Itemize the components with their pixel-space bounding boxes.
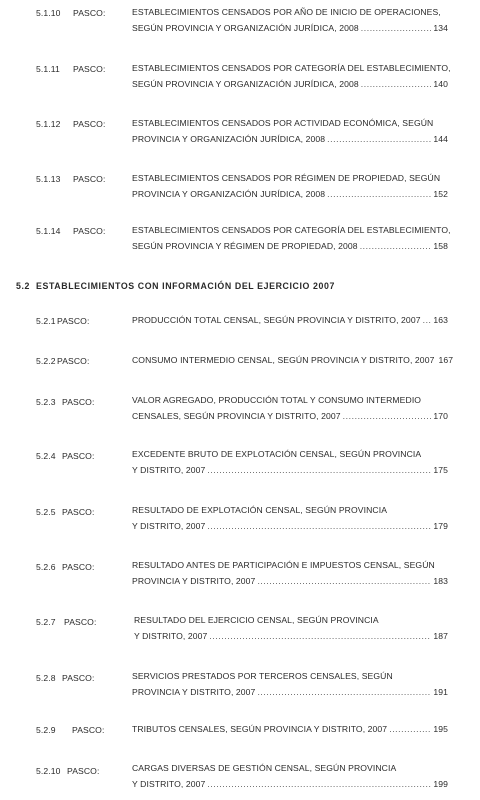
entry-region: PASCO: <box>67 766 100 776</box>
entry-number: 5.1.11 <box>36 64 60 74</box>
entry-title <box>132 502 448 534</box>
entry-title-line: RESULTADO ANTES DE PARTICIPACIÓN E IMPUESTOS CENSAL, SEGÚN <box>132 560 435 570</box>
entry-region: PASCO: <box>62 673 95 683</box>
dot-leader <box>207 462 431 478</box>
entry-page-number: 199 <box>433 779 448 789</box>
entry-page-number: 134 <box>433 23 448 33</box>
entry-region: PASCO: <box>73 174 106 184</box>
entry-number: 5.2.8 <box>36 673 56 683</box>
entry-region: PASCO: <box>72 725 105 735</box>
dot-leader <box>327 131 431 147</box>
entry-title-line: CENSALES, SEGÚN PROVINCIA Y DISTRITO, 2007 <box>132 411 341 421</box>
entry-title-line: SEGÚN PROVINCIA Y ORGANIZACIÓN JURÍDICA, 2008 <box>132 79 359 89</box>
entry-title-line: PROVINCIA Y ORGANIZACIÓN JURÍDICA, 2008 <box>132 189 326 199</box>
entry-title <box>132 4 448 36</box>
entry-title-line: SEGÚN PROVINCIA Y ORGANIZACIÓN JURÍDICA, 2008 <box>132 23 359 33</box>
entry-region: PASCO: <box>57 316 90 326</box>
entry-title-line: ESTABLECIMIENTOS CENSADOS POR ACTIVIDAD ECONÓMICA, SEGÚN <box>132 118 434 128</box>
entry-title-line: PROVINCIA Y ORGANIZACIÓN JURÍDICA, 2008 <box>132 134 326 144</box>
entry-title-line: VALOR AGREGADO, PRODUCCIÓN TOTAL Y CONSUMO INTERMEDIO <box>132 395 422 405</box>
entry-title-line: Y DISTRITO, 2007 <box>132 521 206 531</box>
entry-region: PASCO: <box>64 617 97 627</box>
entry-title-line: ESTABLECIMIENTOS CENSADOS POR AÑO DE INICIO DE OPERACIONES, <box>132 7 441 17</box>
entry-title-line: CARGAS DIVERSAS DE GESTIÓN CENSAL, SEGÚN PROVINCIA <box>132 763 397 773</box>
entry-number: 5.2.5 <box>36 507 56 517</box>
entry-title-line: RESULTADO DE EXPLOTACIÓN CENSAL, SEGÚN PROVINCIA <box>132 505 388 515</box>
entry-title <box>134 612 448 644</box>
entry-page-number: 187 <box>433 631 448 641</box>
entry-page-number: 167 <box>438 355 454 365</box>
entry-number: 5.2.3 <box>36 397 56 407</box>
entry-region: PASCO: <box>73 119 106 129</box>
dot-leader <box>209 628 431 644</box>
entry-title-line: SEGÚN PROVINCIA Y RÉGIMEN DE PROPIEDAD, 2008 <box>132 241 358 251</box>
entry-number: 5.2.10 <box>36 766 61 776</box>
entry-region: PASCO: <box>62 507 95 517</box>
entry-title-line: Y DISTRITO, 2007 <box>132 779 206 789</box>
entry-region: PASCO: <box>62 451 95 461</box>
entry-region: PASCO: <box>57 356 90 366</box>
entry-title <box>132 760 448 792</box>
dot-leader <box>207 776 431 792</box>
entry-title <box>132 392 448 424</box>
entry-title <box>132 222 451 254</box>
dot-leader <box>361 76 432 92</box>
entry-title-line: SERVICIOS PRESTADOS POR TERCEROS CENSALES, SEGÚN <box>132 671 393 681</box>
entry-title-line: TRIBUTOS CENSALES, SEGÚN PROVINCIA Y DISTRITO, 2007 <box>132 724 388 734</box>
entry-page-number: 152 <box>433 189 448 199</box>
entry-number: 5.2.4 <box>36 451 56 461</box>
entry-title-line: EXCEDENTE BRUTO DE EXPLOTACIÓN CENSAL, SEGÚN PROVINCIA <box>132 449 422 459</box>
entry-number: 5.1.12 <box>36 119 61 129</box>
entry-title-line: ESTABLECIMIENTOS CENSADOS POR CATEGORÍA DEL ESTABLECIMIENTO, <box>132 63 451 73</box>
dot-leader <box>257 573 431 589</box>
dot-leader <box>257 684 431 700</box>
entry-title <box>132 60 451 92</box>
entry-title-line: PROVINCIA Y DISTRITO, 2007 <box>132 576 256 586</box>
dot-leader <box>361 20 432 36</box>
dot-leader <box>327 186 431 202</box>
entry-title-line: ESTABLECIMIENTOS CENSADOS POR RÉGIMEN DE PROPIEDAD, SEGÚN <box>132 173 441 183</box>
entry-region: PASCO: <box>73 226 106 236</box>
entry-title <box>132 446 448 478</box>
dot-leader <box>389 721 431 737</box>
entry-title-line: ESTABLECIMIENTOS CENSADOS POR CATEGORÍA DEL ESTABLECIMIENTO, <box>132 225 451 235</box>
entry-number: 5.1.10 <box>36 8 61 18</box>
entry-title-line: PROVINCIA Y DISTRITO, 2007 <box>132 687 256 697</box>
entry-title <box>132 170 448 202</box>
entry-region: PASCO: <box>62 397 95 407</box>
entry-number: 5.2.7 <box>36 617 56 627</box>
entry-page-number: 140 <box>433 79 448 89</box>
entry-page-number: 179 <box>433 521 448 531</box>
entry-page-number: 195 <box>433 724 448 734</box>
entry-title <box>132 352 454 368</box>
entry-title <box>132 312 448 328</box>
section-title: ESTABLECIMIENTOS CON INFORMACIÓN DEL EJERCICIO 2007 <box>36 281 335 291</box>
section-heading[interactable] <box>16 281 335 291</box>
entry-title-line: RESULTADO DEL EJERCICIO CENSAL, SEGÚN PROVINCIA <box>134 615 379 625</box>
entry-page-number: 175 <box>433 465 448 475</box>
entry-title-line: CONSUMO INTERMEDIO CENSAL, SEGÚN PROVINCIA Y DISTRITO, 2007 <box>132 355 435 365</box>
entry-page-number: 183 <box>433 576 448 586</box>
entry-title <box>132 115 448 147</box>
dot-leader <box>207 518 431 534</box>
entry-page-number: 158 <box>433 241 448 251</box>
dot-leader <box>343 408 432 424</box>
entry-page-number: 170 <box>433 411 448 421</box>
entry-region: PASCO: <box>73 8 106 18</box>
entry-title-line: Y DISTRITO, 2007 <box>132 465 206 475</box>
dot-leader <box>423 312 432 328</box>
entry-page-number: 191 <box>433 687 448 697</box>
entry-number: 5.2.6 <box>36 562 56 572</box>
entry-title-line: Y DISTRITO, 2007 <box>134 631 208 641</box>
entry-number: 5.2.2 <box>36 356 56 366</box>
entry-number: 5.1.14 <box>36 226 61 236</box>
section-number: 5.2 <box>16 281 31 291</box>
entry-page-number: 144 <box>433 134 448 144</box>
entry-region: PASCO: <box>62 562 95 572</box>
entry-title <box>132 721 448 737</box>
entry-region: PASCO: <box>73 64 106 74</box>
entry-number: 5.1.13 <box>36 174 61 184</box>
entry-title <box>132 557 448 589</box>
entry-title-line: PRODUCCIÓN TOTAL CENSAL, SEGÚN PROVINCIA Y DISTRITO, 2007 <box>132 315 421 325</box>
entry-title <box>132 668 448 700</box>
entry-page-number: 163 <box>433 315 448 325</box>
entry-number: 5.2.9 <box>36 725 56 735</box>
dot-leader <box>360 238 432 254</box>
entry-number: 5.2.1 <box>36 316 56 326</box>
